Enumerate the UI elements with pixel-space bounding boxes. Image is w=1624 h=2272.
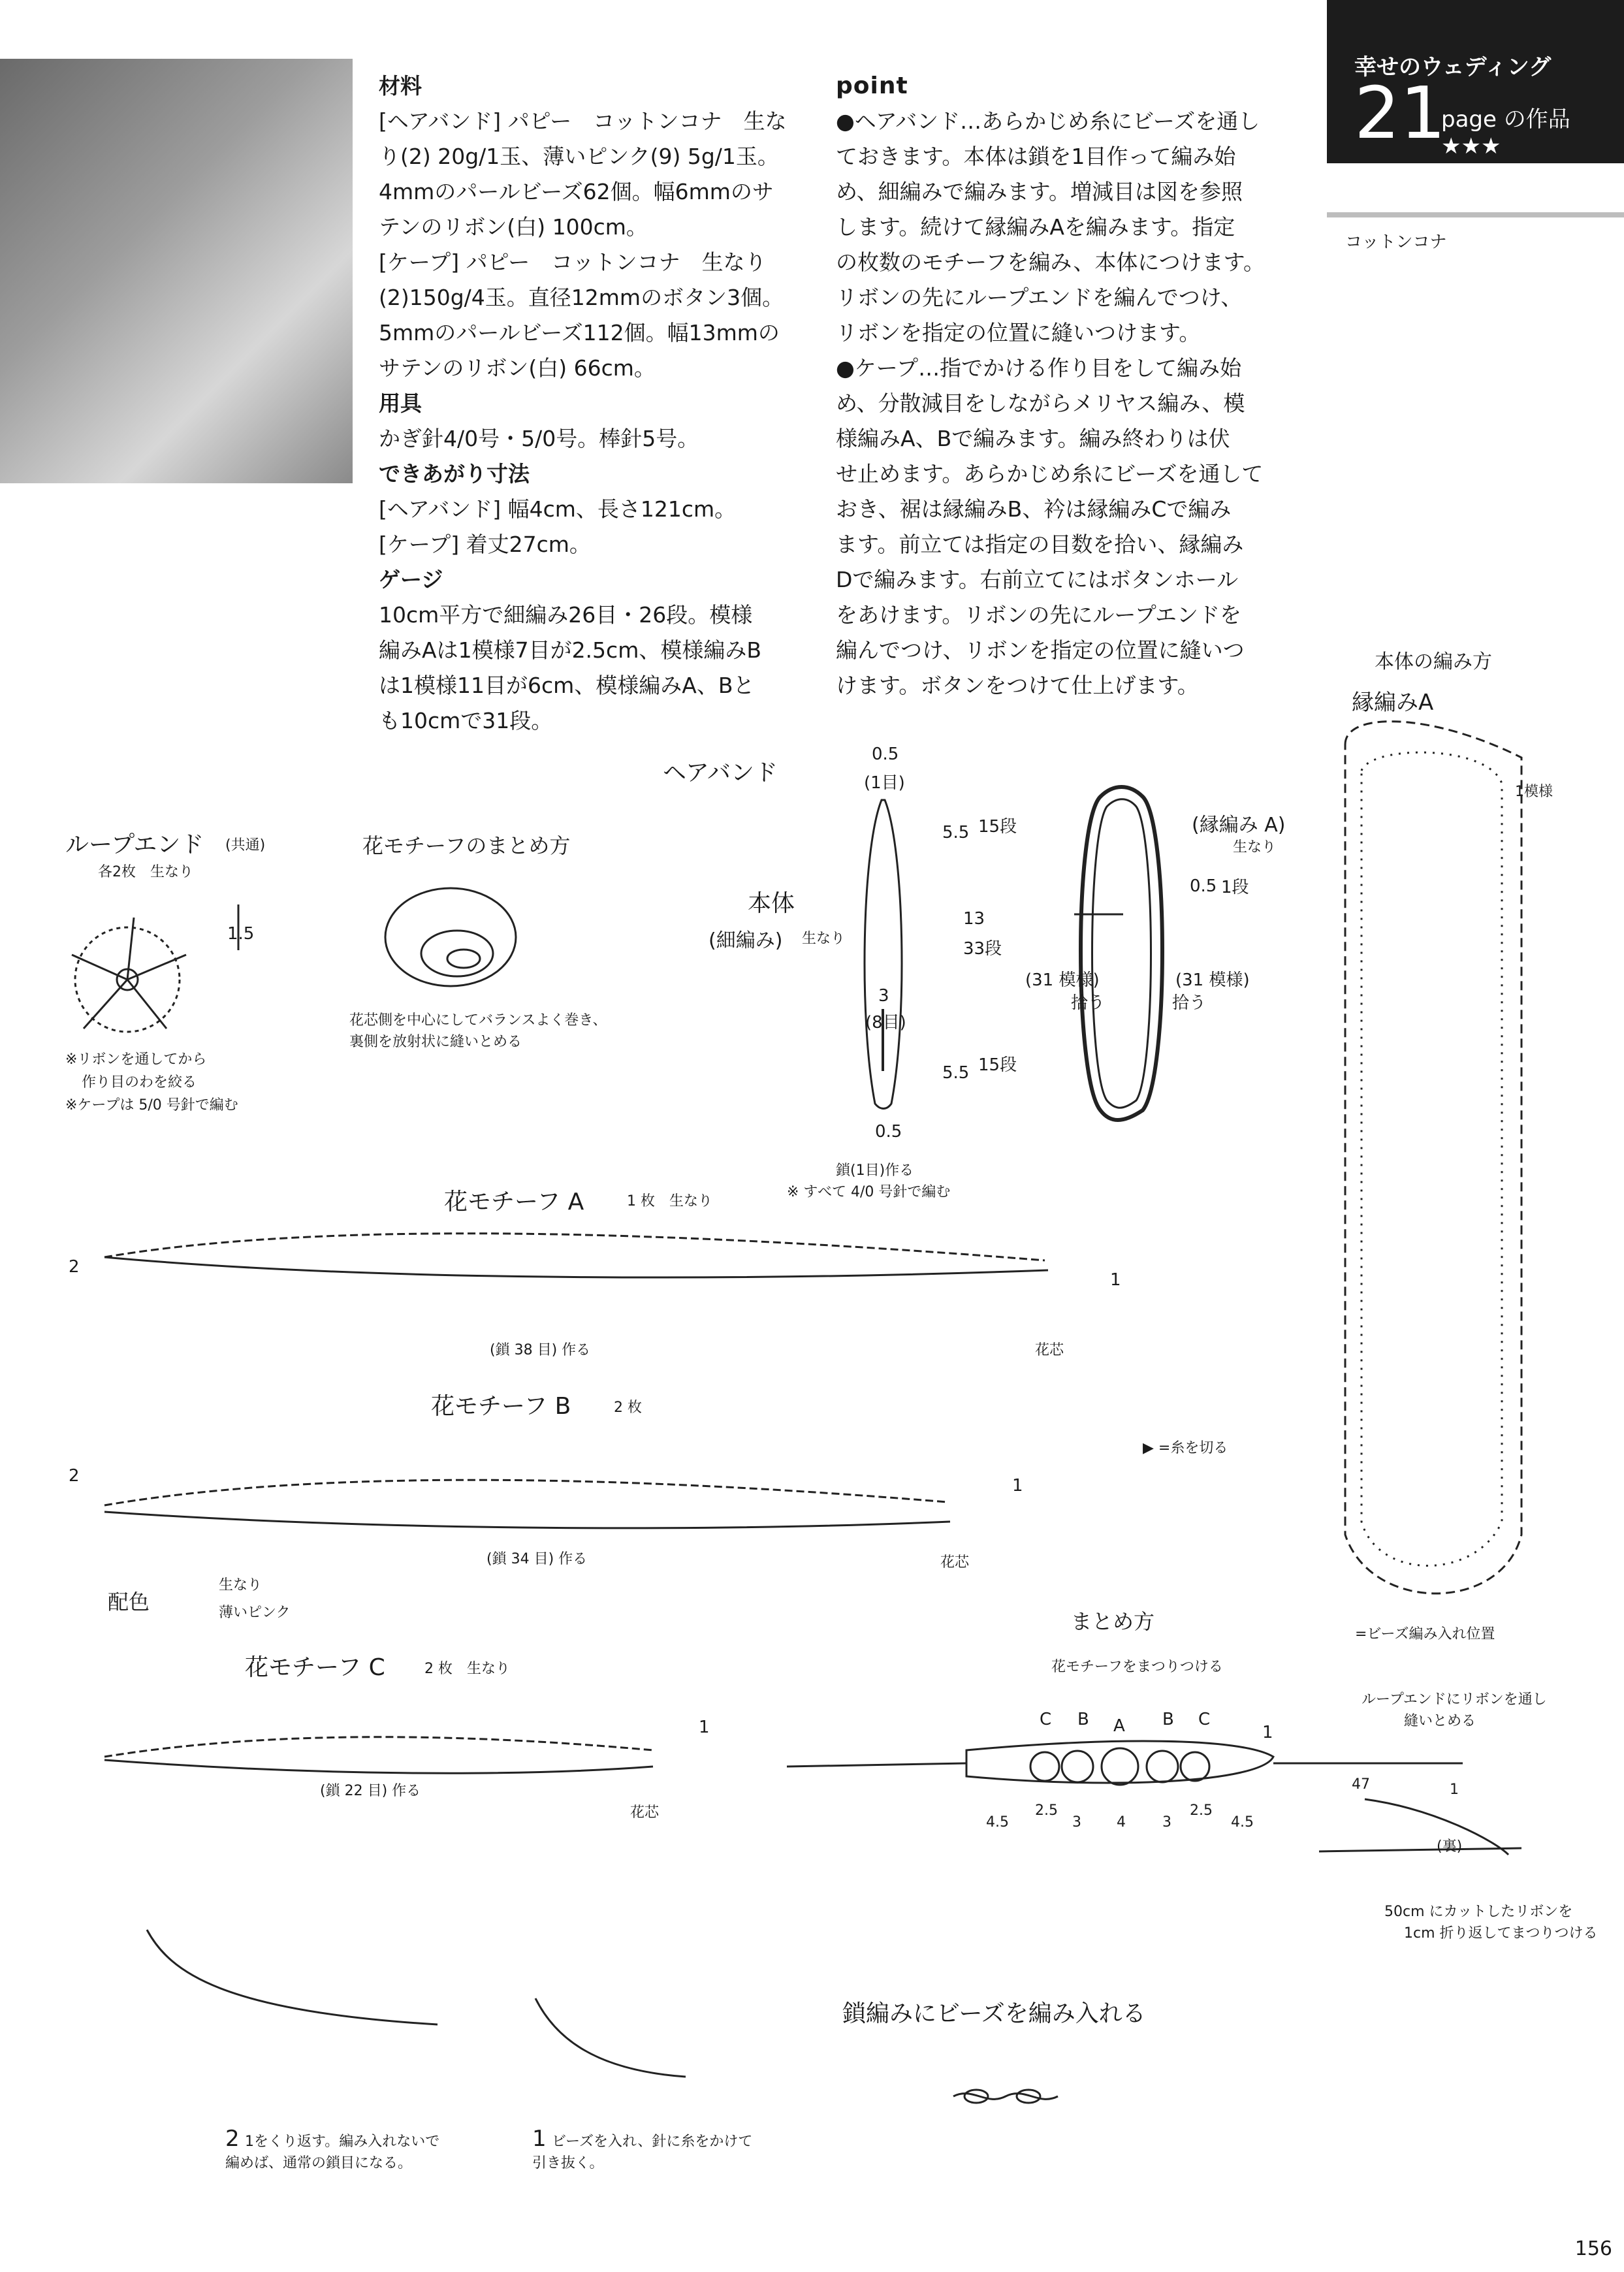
size-heading: できあがり寸法 — [379, 461, 530, 487]
point-line: 編んでつけ、リボンを指定の位置に縫いつ — [836, 637, 1245, 663]
color-scheme-label: 配色 — [108, 1590, 150, 1614]
step-2-text-1: 1をくり返す。編み入れないで — [245, 2134, 440, 2150]
point-line: せ止めます。あらかじめ糸にビーズを通して — [836, 461, 1264, 487]
materials-line: [ケープ] パピー コットンコナ 生なり — [379, 249, 767, 275]
cut-yarn-legend: ▶ =糸を切る — [1143, 1440, 1228, 1456]
pick-up-right-text: 拾う — [1172, 993, 1207, 1013]
motif-a-core: 花芯 — [1035, 1342, 1064, 1358]
tools-line: かぎ針4/0号・5/0号。棒針5号。 — [379, 426, 699, 451]
mid-width: 3 — [878, 986, 889, 1006]
top-width: 0.5 — [872, 744, 899, 764]
step-1-text-1: ビーズを入れ、針に糸をかけて — [552, 2134, 753, 2150]
motif-c-chain-note: (鎖 22 目) 作る — [320, 1783, 421, 1799]
motif-b-stitches — [104, 1480, 947, 1505]
start-chain-note: 鎖(1目)作る — [836, 1162, 914, 1179]
motif-b-row-1: 1 — [1012, 1476, 1023, 1496]
body-stitch: (細編み) — [709, 929, 783, 952]
finish-label-a: A — [1113, 1716, 1125, 1736]
point-line: 様編みA、Bで編みます。編み終わりは伏 — [836, 426, 1230, 451]
materials-heading: 材料 — [379, 73, 422, 99]
materials-line: サテンのリボン(白) 66cm。 — [379, 355, 656, 381]
gauge-line: も10cmで31段。 — [379, 708, 553, 733]
motif-b-chain-note: (鎖 34 目) 作る — [486, 1551, 588, 1567]
gauge-line: 編みAは1模様7目が2.5cm、模様編みB — [379, 637, 761, 663]
finish-label-b-left: B — [1077, 1710, 1089, 1729]
point-line: の枚数のモチーフを編み、本体につけます。 — [836, 249, 1266, 275]
motif-b-core: 花芯 — [940, 1554, 970, 1571]
loop-note-1b: 作り目のわを絞る — [82, 1074, 197, 1091]
finish-47: 47 — [1352, 1776, 1370, 1793]
materials-line: 4mmのパールビーズ62個。幅6mmのサ — [379, 179, 774, 204]
pick-up-left-text: 拾う — [1071, 993, 1106, 1013]
mid-height: 13 — [963, 909, 985, 929]
step-2-text-2: 編めば、通常の鎖目になる。 — [225, 2155, 413, 2171]
materials-line: テンのリボン(白) 100cm。 — [379, 214, 648, 240]
loop-note-1: ※リボンを通してから — [65, 1051, 207, 1068]
point-line: おき、裾は縁編みB、衿は縁編みCで編み — [836, 496, 1232, 522]
point-line: ます。前立ては指定の目数を拾い、縁編み — [836, 532, 1244, 557]
color-scheme-natural: 生なり — [219, 1577, 263, 1593]
pick-up-right: (31 模様) — [1175, 970, 1250, 990]
gauge-line: 10cm平方で細編み26目・26段。模様 — [379, 602, 753, 628]
hook-note: ※ すべて 4/0 号針で編む — [787, 1184, 951, 1200]
body-chart-stitches — [1361, 752, 1502, 1565]
materials-line: (2)150g/4玉。直径12mmのボタン3個。 — [379, 285, 784, 310]
flower-assembly-title: 花モチーフのまとめ方 — [362, 833, 571, 858]
motif-a-count: 1 枚 生なり — [627, 1193, 712, 1209]
finish-one-right: 1 — [1450, 1782, 1459, 1798]
loop-end-title: ループエンド — [65, 831, 204, 858]
finish-dim: 4.5 — [986, 1814, 1009, 1831]
step-1-text-2: 引き抜く。 — [532, 2155, 604, 2171]
loop-end-count: 各2枚 生なり — [98, 864, 193, 880]
finish-dim: 4 — [1117, 1814, 1126, 1831]
top-height: 5.5 — [942, 823, 970, 842]
step-2-number: 2 — [225, 2126, 240, 2152]
finish-dim: 3 — [1072, 1814, 1081, 1831]
bottom-width: 0.5 — [875, 1122, 902, 1142]
gauge-line: は1模様11目が6cm、模様編みA、Bと — [379, 673, 755, 698]
body-chart-edging — [1345, 722, 1521, 1593]
pick-up-left: (31 模様) — [1025, 970, 1100, 990]
flower-note-2: 裏側を放射状に縫いとめる — [349, 1034, 522, 1050]
loop-note-2: ※ケープは 5/0 号針で編む — [65, 1097, 238, 1113]
materials-line: り(2) 20g/1玉、薄いピンク(9) 5g/1玉。 — [379, 144, 779, 169]
mid-width-stitches: (8目) — [865, 1013, 906, 1032]
finish-note: 花モチーフをまつりつける — [1051, 1659, 1223, 1675]
point-line: め、細編みで編みます。増減目は図を参照 — [836, 179, 1243, 204]
page-number: 156 — [1574, 2237, 1612, 2260]
body-chart-pattern-repeat: 1模様 — [1515, 784, 1553, 800]
finish-dim: 4.5 — [1231, 1814, 1254, 1831]
bottom-height-rows: 15段 — [978, 1055, 1017, 1075]
point-line: ておきます。本体は鎖を1目作って編み始 — [836, 144, 1236, 169]
flower-note-1: 花芯側を中心にしてバランスよく巻き、 — [349, 1012, 607, 1029]
loop-end-common: (共通) — [225, 837, 266, 854]
hairband-title: ヘアバンド — [663, 760, 778, 786]
point-line: リボンの先にループエンドを編んでつけ、 — [836, 285, 1243, 310]
bead-position-legend: =ビーズ編み入れ位置 — [1355, 1626, 1495, 1642]
motif-b-row-2: 2 — [69, 1466, 80, 1486]
materials-line: [ヘアバンド] パピー コットンコナ 生な — [379, 108, 787, 134]
gauge-heading: ゲージ — [379, 567, 443, 592]
bead-step-2-yarn — [147, 1930, 438, 2024]
motif-b-count: 2 枚 — [614, 1400, 642, 1416]
loop-end-dimension: 1.5 — [227, 924, 255, 944]
motif-c-title: 花モチーフ C — [245, 1654, 385, 1681]
yarn-label: コットンコナ — [1345, 232, 1447, 252]
point-line: ●ケープ…指でかける作り目をして編み始 — [836, 355, 1242, 381]
point-line: します。続けて縁編みAを編みます。指定 — [836, 214, 1235, 240]
edging-color: 生なり — [1233, 839, 1277, 856]
finish-one-top: 1 — [1262, 1723, 1273, 1742]
color-scheme-pink: 薄いピンク — [219, 1605, 291, 1621]
bottom-height: 5.5 — [942, 1063, 970, 1083]
motif-a-chain — [104, 1257, 1048, 1277]
finish-title: まとめ方 — [1071, 1609, 1155, 1634]
motif-a-chain-note: (鎖 38 目) 作る — [490, 1342, 591, 1358]
motif-a-row-2: 2 — [69, 1257, 80, 1277]
point-heading: point — [836, 72, 908, 99]
edging-rows: 1段 — [1221, 878, 1249, 897]
point-line: けます。ボタンをつけて仕上げます。 — [836, 673, 1199, 698]
step-1-number: 1 — [532, 2126, 547, 2152]
motif-a-title: 花モチーフ A — [444, 1189, 584, 1215]
point-line: リボンを指定の位置に縫いつけます。 — [836, 320, 1201, 345]
motif-a-row-1: 1 — [1110, 1270, 1121, 1290]
finish-dim: 3 — [1162, 1814, 1171, 1831]
body-chart-edging-label: 縁編みA — [1352, 690, 1434, 716]
motif-b-chain — [104, 1512, 950, 1528]
finish-label-c-right: C — [1198, 1710, 1211, 1729]
size-line: [ヘアバンド] 幅4cm、長さ121cm。 — [379, 496, 737, 522]
tools-heading: 用具 — [379, 391, 422, 416]
motif-b-title: 花モチーフ B — [431, 1393, 571, 1420]
project-number: 21 — [1354, 71, 1446, 155]
finish-dim: 2.5 — [1190, 1802, 1213, 1819]
ribbon-note-2: 1cm 折り返してまつりつける — [1404, 1925, 1598, 1942]
motif-c-chain — [104, 1760, 653, 1773]
bead-chain-sample — [953, 2094, 1058, 2100]
finish-dim: 2.5 — [1035, 1802, 1058, 1819]
point-line: をあけます。リボンの先にループエンドを — [836, 602, 1242, 628]
assembled-flower — [385, 888, 516, 986]
back-side-label: (裏) — [1437, 1838, 1463, 1855]
page-reference: page の作品 ★★★ — [1441, 106, 1570, 159]
point-line: ●ヘアバンド…あらかじめ糸にビーズを通し — [836, 108, 1260, 134]
finish-label-b-right: B — [1162, 1710, 1174, 1729]
finish-label-c-left: C — [1040, 1710, 1052, 1729]
ribbon-note-1: 50cm にカットしたリボンを — [1384, 1904, 1573, 1920]
motif-c-row-1: 1 — [699, 1718, 710, 1737]
motif-c-stitches — [104, 1737, 653, 1757]
loop-ribbon-note-2: 縫いとめる — [1404, 1713, 1476, 1729]
mid-height-rows: 33段 — [963, 939, 1002, 959]
series-title: 幸せのウェディング — [1354, 54, 1552, 80]
bead-technique-title: 鎖編みにビーズを編み入れる — [842, 2000, 1146, 2027]
body-color: 生なり — [802, 931, 846, 947]
materials-line: 5mmのパールビーズ112個。幅13mmの — [379, 320, 780, 345]
motif-c-count: 2 枚 生なり — [424, 1661, 510, 1677]
motif-c-core: 花芯 — [630, 1804, 660, 1821]
top-height-rows: 15段 — [978, 817, 1017, 837]
edging-width: 0.5 — [1190, 876, 1217, 896]
top-width-stitches: (1目) — [864, 773, 905, 793]
edging-label: (縁編み A) — [1192, 814, 1286, 837]
loop-ribbon-note-1: ループエンドにリボンを通し — [1361, 1691, 1547, 1708]
ribbon-left — [787, 1763, 966, 1767]
motif-a-stitches — [104, 1234, 1045, 1260]
point-line: Dで編みます。右前立てにはボタンホール — [836, 567, 1239, 592]
bead-step-1-yarn — [535, 1998, 686, 2077]
body-chart-title: 本体の編み方 — [1375, 650, 1492, 673]
point-line: め、分散減目をしながらメリヤス編み、模 — [836, 391, 1245, 416]
body-label: 本体 — [748, 890, 795, 917]
size-line: [ケープ] 着丈27cm。 — [379, 532, 591, 557]
